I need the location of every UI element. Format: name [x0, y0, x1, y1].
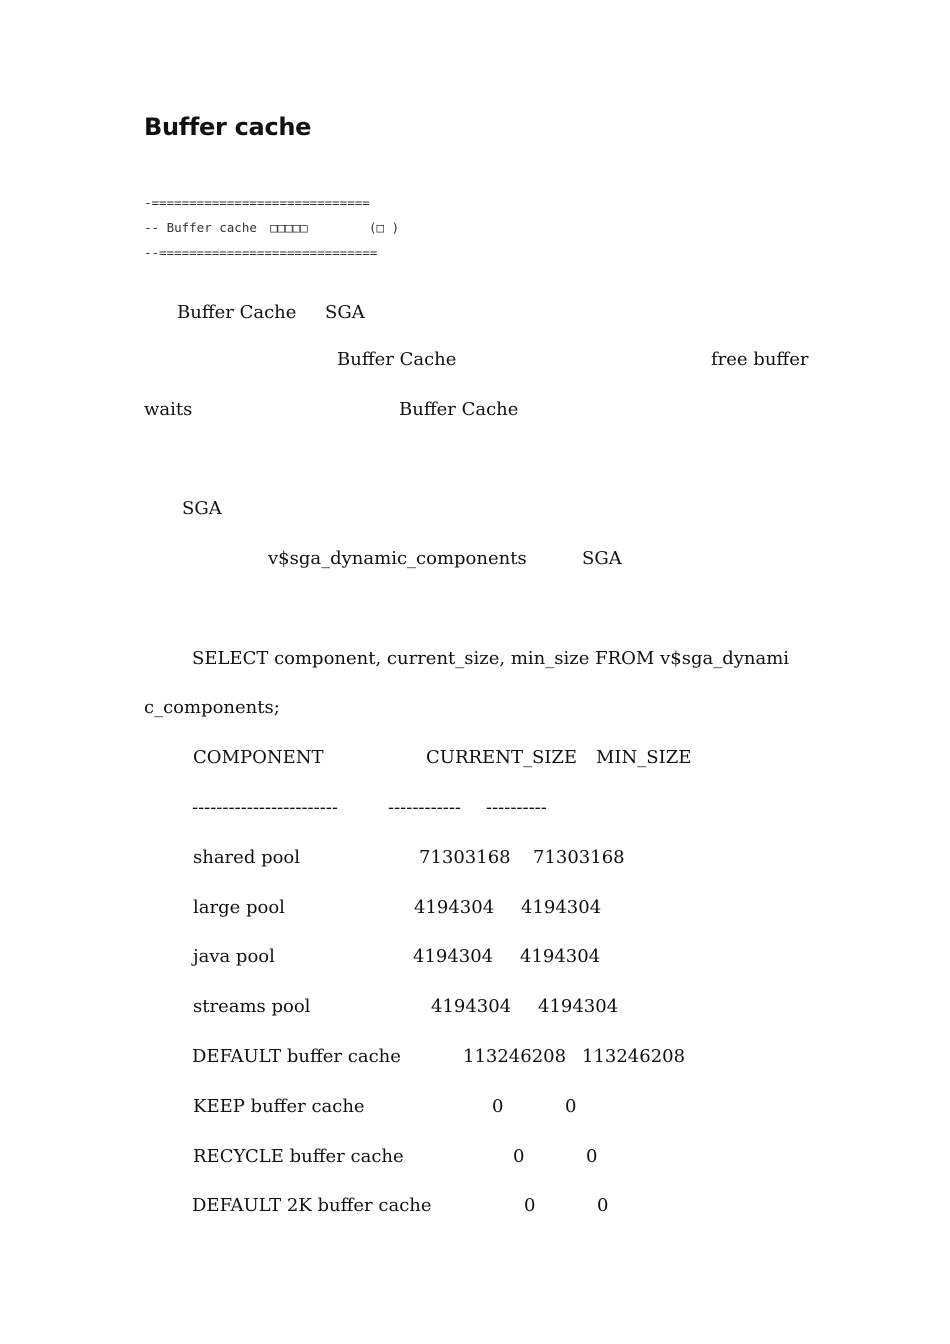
table-row-component: streams pool	[193, 996, 311, 1017]
paragraph-5-term-sga: SGA	[582, 548, 622, 569]
table-header-current-size: CURRENT_SIZE	[426, 747, 578, 768]
table-row-current-size: 4194304	[431, 996, 512, 1017]
code-banner-paren: (□ )	[369, 220, 400, 235]
table-row-min-size: 0	[597, 1195, 609, 1216]
table-row-min-size: 71303168	[533, 847, 625, 868]
table-row-current-size: 0	[524, 1195, 536, 1216]
table-separator-2: ------------	[388, 797, 461, 818]
table-row-current-size: 4194304	[414, 897, 495, 918]
table-row-min-size: 0	[565, 1096, 577, 1117]
table-row-component: DEFAULT buffer cache	[192, 1046, 401, 1067]
paragraph-2-term-buffer-cache: Buffer Cache	[337, 349, 457, 370]
table-row-component: DEFAULT 2K buffer cache	[192, 1195, 432, 1216]
table-separator-3: ----------	[486, 797, 547, 818]
paragraph-3-term-buffer-cache: Buffer Cache	[399, 399, 519, 420]
table-row-min-size: 113246208	[582, 1046, 686, 1067]
paragraph-1-term-buffer-cache: Buffer Cache	[177, 302, 297, 323]
table-row-min-size: 4194304	[538, 996, 619, 1017]
page-title: Buffer cache	[144, 113, 312, 141]
table-row-min-size: 0	[586, 1146, 598, 1167]
table-row-min-size: 4194304	[520, 946, 601, 967]
sql-query-line-2: c_components;	[144, 697, 280, 718]
table-row-component: KEEP buffer cache	[193, 1096, 365, 1117]
paragraph-4-term-sga: SGA	[182, 498, 222, 519]
table-row-current-size: 4194304	[413, 946, 494, 967]
table-row-current-size: 0	[492, 1096, 504, 1117]
table-separator-1: ------------------------	[192, 797, 338, 818]
table-row-current-size: 71303168	[419, 847, 511, 868]
code-banner-top: -=============================	[144, 195, 370, 210]
table-row-component: large pool	[193, 897, 285, 918]
table-row-current-size: 0	[513, 1146, 525, 1167]
paragraph-2-term-free-buffer: free buffer	[711, 349, 809, 370]
table-header-min-size: MIN_SIZE	[596, 747, 692, 768]
table-row-component: RECYCLE buffer cache	[193, 1146, 404, 1167]
table-row-component: shared pool	[193, 847, 301, 868]
table-row-current-size: 113246208	[463, 1046, 567, 1067]
paragraph-1-term-sga: SGA	[325, 302, 365, 323]
paragraph-5-term-view: v$sga_dynamic_components	[268, 548, 527, 569]
code-banner-missing-glyphs-icon: □□□□□	[270, 220, 308, 235]
table-row-min-size: 4194304	[521, 897, 602, 918]
table-header-component: COMPONENT	[193, 747, 324, 768]
table-row-component: java pool	[193, 946, 275, 967]
paragraph-3-term-waits: waits	[144, 399, 193, 420]
sql-query-line-1: SELECT component, current_size, min_size FROM v$sga_dynami	[192, 648, 790, 669]
code-banner-middle: -- Buffer cache	[144, 220, 257, 235]
code-banner-bottom: --=============================	[144, 245, 378, 260]
